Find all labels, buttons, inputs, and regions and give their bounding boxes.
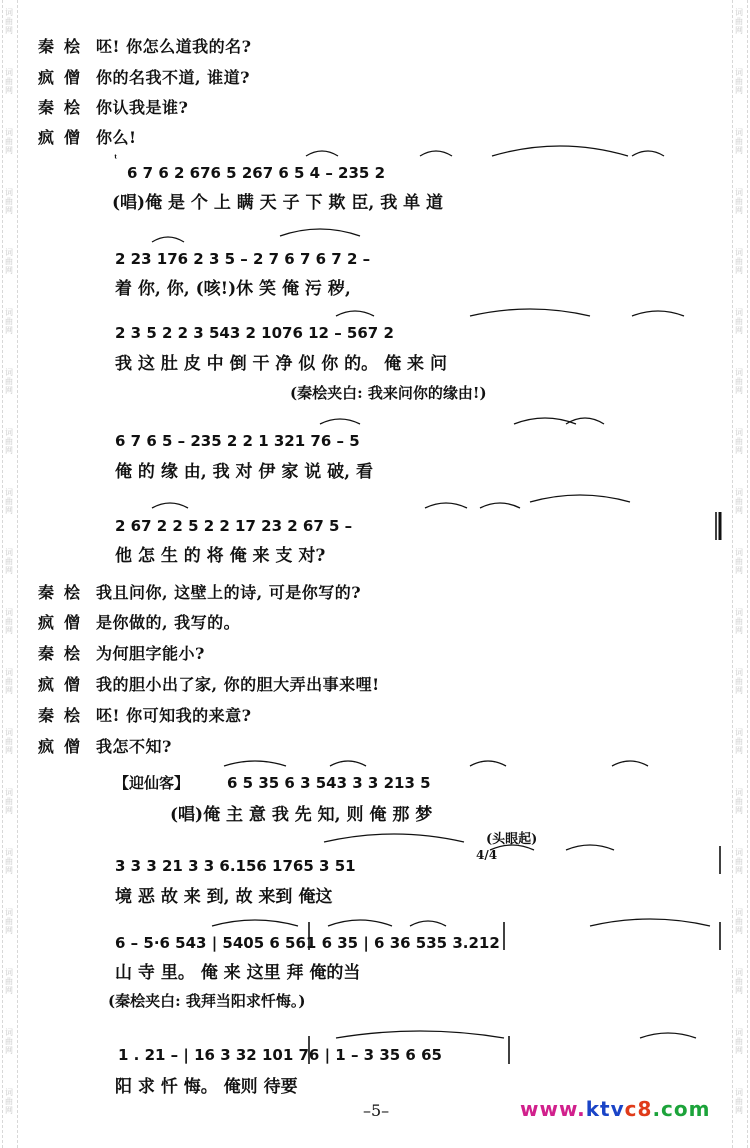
notation-row: 6 5 35 6 3 543 3 3 213 5 [227,774,431,792]
side-watermark-mark: 词 曲 网 [5,308,13,335]
dialogue-text: 呸! 你怎么道我的名? [96,37,252,56]
role-name: 秦桧 [38,98,91,117]
aside-remark: (秦桧夹白: 我来问你的缘由!) [290,384,487,402]
notation-row: 2 23 176 2 3 5 – 2 7 6 7 6 7 2 – [115,250,371,268]
time-signature: 4/4 [476,848,498,862]
notation-row: 2 67 2 2 5 2 2 17 23 2 67 5 – [115,517,353,535]
side-watermark-mark: 词 曲 网 [5,68,13,95]
side-watermark-mark: 词 曲 网 [5,668,13,695]
side-watermark-mark: 词 曲 网 [735,608,743,635]
side-watermark-mark: 词 曲 网 [735,488,743,515]
site-part: c8 [624,1097,653,1121]
lyric-row: 境 恶 故 来 到, 故 来到 俺这 [115,887,333,907]
dialogue-text: 我怎不知? [96,737,172,756]
side-watermark-mark: 词 曲 网 [5,188,13,215]
lyric-row: (唱)俺 主 意 我 先 知, 则 俺 那 梦 [170,805,433,825]
aside-remark: (秦桧夹白: 我拜当阳求忏悔。) [108,992,306,1010]
dialogue-text: 为何胆字能小? [96,644,205,663]
side-watermark-mark: 词 曲 网 [5,908,13,935]
side-watermark-mark: 词 曲 网 [5,1088,13,1115]
role-name: 秦桧 [38,706,91,725]
side-watermark-mark: 词 曲 网 [5,428,13,455]
side-watermark-mark: 词 曲 网 [735,128,743,155]
side-watermark-mark: 词 曲 网 [735,248,743,275]
side-watermark-mark: 词 曲 网 [5,548,13,575]
side-watermark-mark: 词 曲 网 [735,368,743,395]
notation-row: 6 – 5·6 543 | 5405 6 561 6 35 | 6 36 535 3.212 [115,934,500,952]
side-watermark-mark: 词 曲 网 [5,368,13,395]
side-watermark-mark: 词 曲 网 [735,788,743,815]
lyric-row: 他 怎 生 的 将 俺 来 支 对? [115,546,326,566]
site-part: ktv [585,1097,625,1121]
side-watermark-mark: 词 曲 网 [735,1028,743,1055]
site-part: .com [652,1097,711,1121]
role-name: 秦桧 [38,644,91,663]
side-watermark-mark: 词 曲 网 [735,908,743,935]
tune-label: 【迎仙客】 [114,774,190,792]
lyric-row: 山 寺 里。 俺 来 这里 拜 俺的当 [115,963,361,983]
page-number: –5– [363,1101,390,1120]
lyric-row: 俺 的 缘 由, 我 对 伊 家 说 破, 看 [115,462,374,482]
role-name: 秦桧 [38,37,91,56]
lyric-row: 阳 求 忏 悔。 俺则 待要 [115,1077,298,1097]
side-watermark-mark: 词 曲 网 [735,548,743,575]
dialogue-text: 你的名我不道, 谁道? [96,68,251,87]
side-watermark-mark: 词 曲 网 [735,428,743,455]
role-name: 疯僧 [38,613,91,632]
role-name: 疯僧 [38,128,91,147]
side-watermark-mark: 词 曲 网 [5,488,13,515]
free-rhythm-mark: ᵗ [114,154,118,165]
role-name: 秦桧 [38,583,91,602]
side-watermark-mark: 词 曲 网 [735,1088,743,1115]
dialogue-text: 你么! [96,128,137,147]
side-watermark-mark: 词 曲 网 [5,848,13,875]
notation-row: 3 3 3 21 3 3 6.156 1765 3 51 [115,857,356,875]
side-watermark-mark: 词 曲 网 [735,68,743,95]
side-watermark-mark: 词 曲 网 [735,728,743,755]
side-watermark-mark: 词 曲 网 [5,1028,13,1055]
side-watermark-mark: 词 曲 网 [735,968,743,995]
side-watermark-mark: 词 曲 网 [735,8,743,35]
side-watermark-mark: 词 曲 网 [735,848,743,875]
notation-row: 1 . 21 – | 16 3 32 101 76 | 1 – 3 35 6 65 [118,1046,442,1064]
role-name: 疯僧 [38,68,91,87]
site-watermark [520,1097,710,1121]
dialogue-text: 是你做的, 我写的。 [96,613,241,632]
role-name: 疯僧 [38,737,91,756]
side-watermark-mark: 词 曲 网 [5,728,13,755]
side-watermark-mark: 词 曲 网 [5,968,13,995]
notation-row: 6 7 6 5 – 235 2 2 1 321 76 – 5 [115,432,360,450]
lyric-row: 着 你, 你, (咳!)休 笑 俺 污 秽, [115,279,351,299]
side-watermark-mark: 词 曲 网 [735,188,743,215]
dialogue-text: 我且问你, 这壁上的诗, 可是你写的? [96,583,362,602]
side-watermark-mark: 词 曲 网 [5,8,13,35]
lyric-row: 我 这 肚 皮 中 倒 干 净 似 你 的。 俺 来 问 [115,354,447,374]
lyric-row: (唱)俺 是 个 上 瞒 天 子 下 欺 臣, 我 单 道 [112,193,444,213]
side-watermark-mark: 词 曲 网 [5,128,13,155]
side-watermark-mark: 词 曲 网 [735,308,743,335]
side-watermark-mark: 词 曲 网 [5,248,13,275]
side-watermark-mark: 词 曲 网 [735,668,743,695]
dialogue-text: 呸! 你可知我的来意? [96,706,252,725]
notation-row: 2 3 5 2 2 3 543 2 1076 12 – 567 2 [115,324,394,342]
head-beat-note: (头眼起) [486,832,538,847]
side-watermark-mark: 词 曲 网 [5,608,13,635]
dialogue-text: 我的胆小出了家, 你的胆大弄出事来哩! [96,675,380,694]
site-part: www. [520,1097,586,1121]
notation-row: 6 7 6 2 676 5 267 6 5 4 – 235 2 [127,164,386,182]
side-watermark-mark: 词 曲 网 [5,788,13,815]
dialogue-text: 你认我是谁? [96,98,189,117]
role-name: 疯僧 [38,675,91,694]
